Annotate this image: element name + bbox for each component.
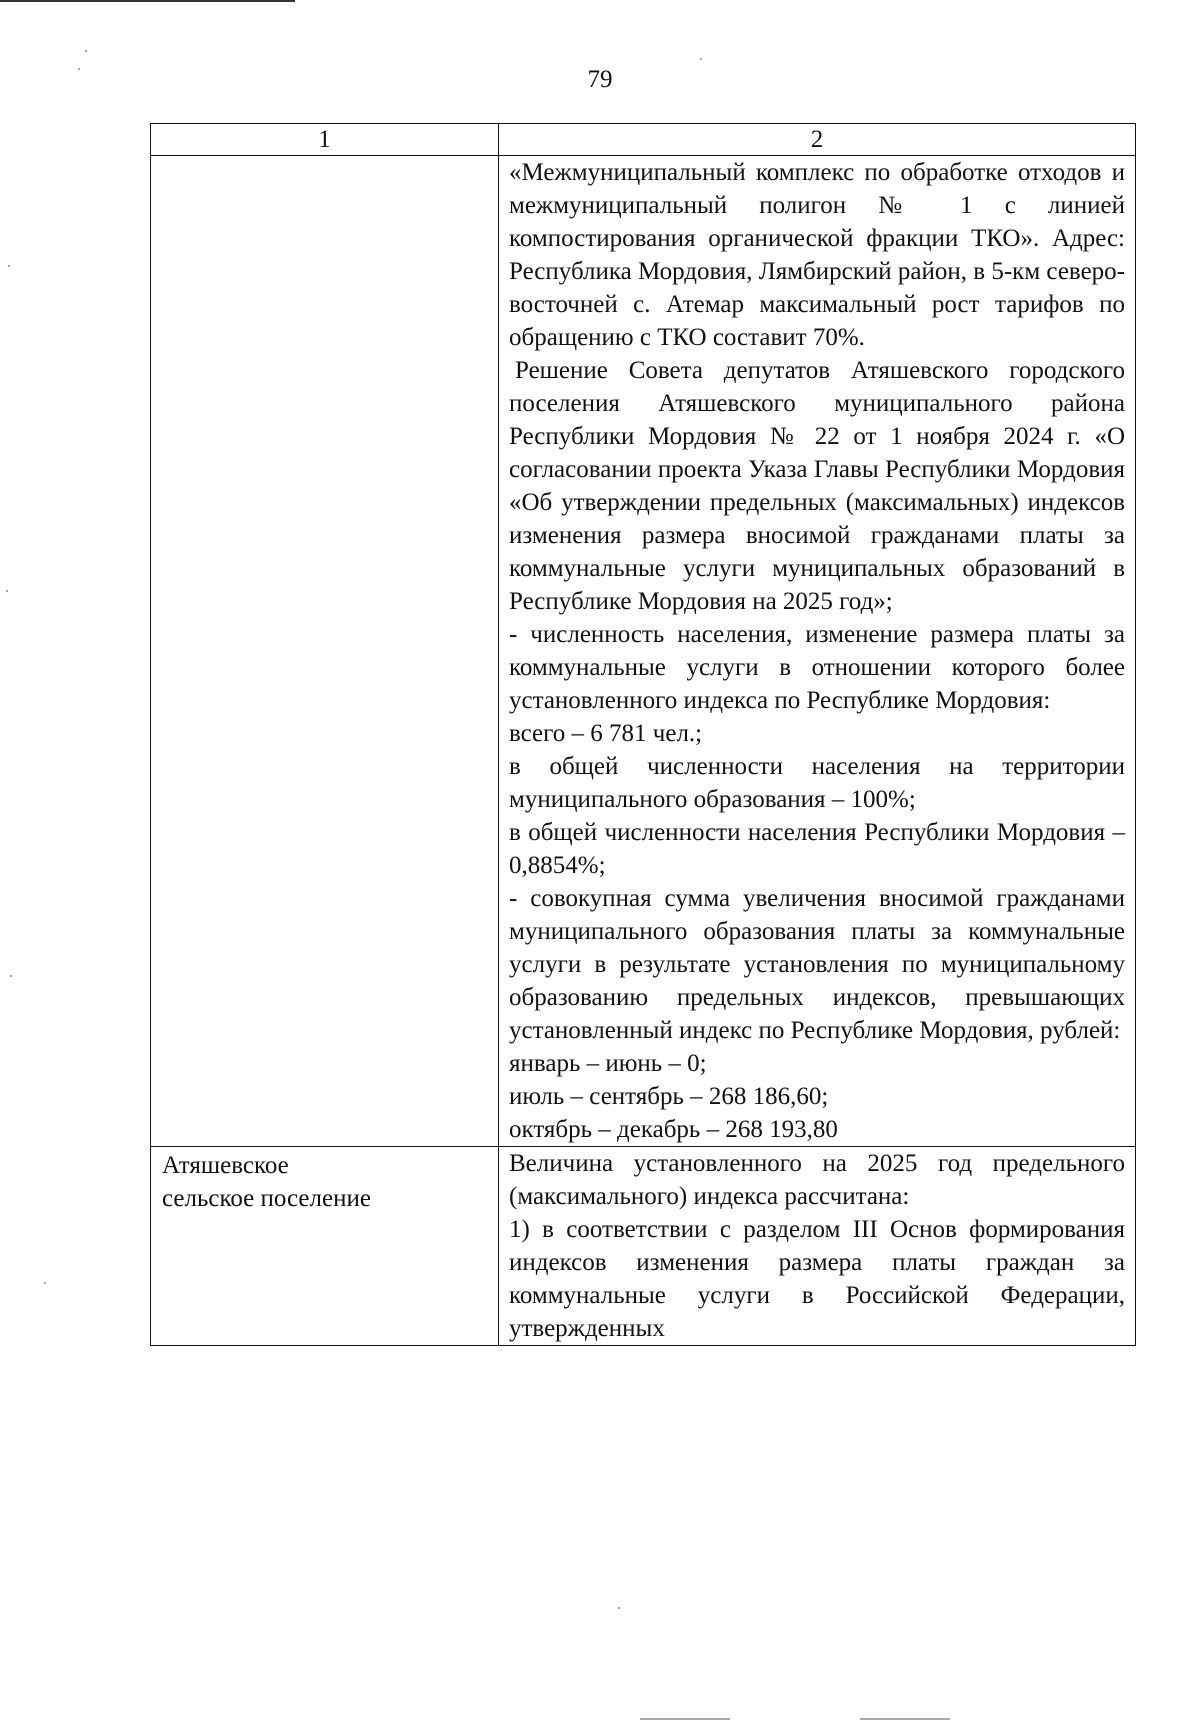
paragraph-population-share-republic: в общей численности населения Республики Мордовия – 0,8854%; bbox=[509, 819, 1125, 879]
paragraph-index-calculated: Величина установленного на 2025 год предельного (максимального) индекса рассчитана: bbox=[509, 1150, 1125, 1210]
scan-smudge bbox=[640, 1718, 730, 1720]
scan-speck bbox=[10, 975, 12, 977]
row-1-description-cell bbox=[499, 156, 1136, 1147]
paragraph-population-heading: - численность населения, изменение размера платы за коммунальные услуги в отношении которого более установленного индекса по Республике Мордовия: bbox=[509, 621, 1125, 714]
scan-speck bbox=[700, 58, 702, 60]
paragraph-population-total: всего – 6 781 чел.; bbox=[509, 720, 703, 747]
row-1-municipality-cell bbox=[151, 156, 499, 1147]
paragraph-section-three: 1) в соответствии с разделом III Основ формирования индексов изменения размера платы граждан за коммунальные услуги в Российской Федерации, утвержденных bbox=[509, 1216, 1125, 1342]
document-table bbox=[150, 123, 1136, 1346]
page-number: 79 bbox=[587, 66, 613, 93]
paragraph-complex-address: «Межмуниципальный комплекс по обработке отходов и межмуниципальный полигон № 1 с линией компостирования органической фракции ТКО». Адрес: Республика Мордовия, Лямбирский район, в 5-км северо-восточней с. Атемар максимальный рост тарифов по обращению с ТКО составит 70%. bbox=[509, 159, 1125, 351]
scan-edge-line bbox=[0, 0, 295, 2]
table-row bbox=[151, 156, 1136, 1147]
municipality-name-line-2: сельское поселение bbox=[162, 1185, 371, 1212]
scan-speck bbox=[78, 68, 80, 70]
paragraph-jul-sep: июль – сентябрь – 268 186,60; bbox=[509, 1083, 829, 1110]
paragraph-oct-dec: октябрь – декабрь – 268 193,80 bbox=[509, 1116, 838, 1143]
row-2-description-cell bbox=[499, 1147, 1136, 1346]
table-row bbox=[151, 1147, 1136, 1346]
paragraph-total-increase-heading: - совокупная сумма увеличения вносимой гражданами муниципального образования платы за коммунальные услуги в результате установления по муниципальному образованию предельных индексов, превышающих установленный индекс по Республике Мордовия, рублей: bbox=[509, 885, 1125, 1044]
scan-speck bbox=[6, 590, 8, 592]
paragraph-population-share-municipal: в общей численности населения на территории муниципального образования – 100%; bbox=[509, 753, 1125, 813]
scan-speck bbox=[8, 265, 10, 267]
scan-smudge bbox=[860, 1718, 950, 1720]
scan-speck bbox=[85, 50, 87, 52]
row-2-municipality-cell bbox=[151, 1147, 499, 1346]
column-header-2: 2 bbox=[499, 124, 1136, 156]
paragraph-jan-jun: январь – июнь – 0; bbox=[509, 1050, 707, 1077]
paragraph-council-decision: Решение Совета депутатов Атяшевского городского поселения Атяшевского муниципального района Республики Мордовия № 22 от 1 ноября 2024 г. «О согласовании проекта Указа Главы Республики Мордовия «Об утверждении предельных (максимальных) индексов изменения размера вносимой гражданами платы за коммунальные услуги муниципальных образований в Республике Мордовия на 2025 год»; bbox=[509, 357, 1125, 615]
municipality-name-line-1: Атяшевское bbox=[162, 1152, 289, 1179]
scan-speck bbox=[44, 1282, 46, 1284]
column-header-1: 1 bbox=[151, 124, 499, 156]
scan-speck bbox=[618, 1607, 620, 1609]
table-header-row bbox=[151, 124, 1136, 156]
